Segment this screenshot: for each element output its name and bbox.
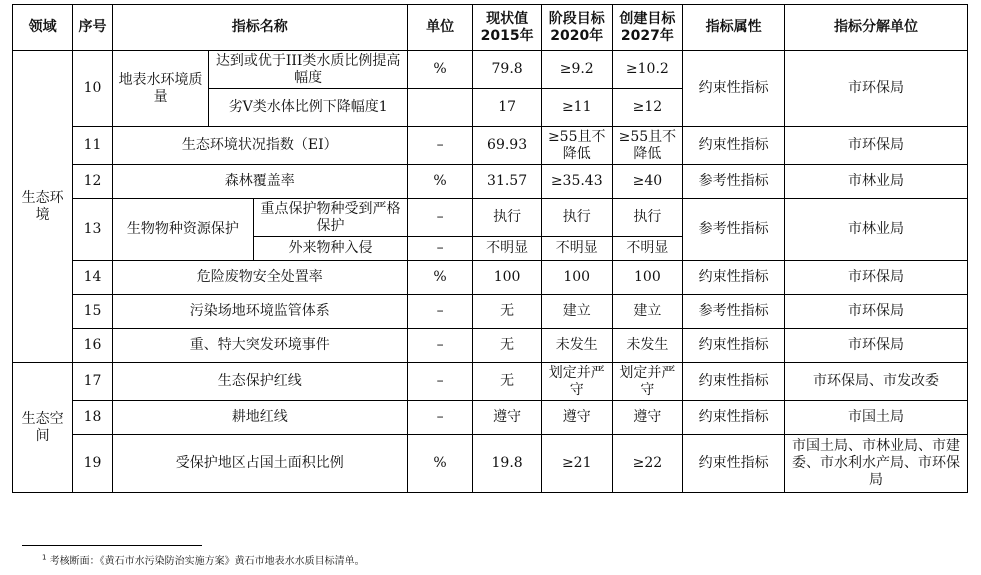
value-2027: 遵守 xyxy=(612,401,683,435)
value-2015: 69.93 xyxy=(473,127,542,165)
department-cell: 市环保局 xyxy=(785,127,968,165)
header-department: 指标分解单位 xyxy=(785,5,968,51)
value-2015: 100 xyxy=(473,261,542,295)
value-2015: 17 xyxy=(473,89,542,127)
seq-cell: 12 xyxy=(73,165,112,199)
domain-eco-env: 生态环境 xyxy=(13,51,73,363)
seq-cell: 14 xyxy=(73,261,112,295)
unit-cell: % xyxy=(407,261,472,295)
indicator-name: 重、特大突发环境事件 xyxy=(112,329,407,363)
value-2015: 无 xyxy=(473,329,542,363)
indicator-sub: 外来物种入侵 xyxy=(254,237,408,261)
value-2027: ≥10.2 xyxy=(612,51,683,89)
table-row xyxy=(13,435,968,493)
value-2027: 划定并严守 xyxy=(612,363,683,401)
footnote-text: 考核断面：《黄石市水污染防治实施方案》黄石市地表水水质目标清单。 xyxy=(49,556,365,567)
department-cell: 市环保局、市发改委 xyxy=(785,363,968,401)
value-2015: 无 xyxy=(473,295,542,329)
table-row xyxy=(13,165,968,199)
value-2015: 无 xyxy=(473,363,542,401)
header-status-2015: 现状值2015年 xyxy=(473,5,542,51)
indicator-name: 生态环境状况指数（EI） xyxy=(112,127,407,165)
header-unit: 单位 xyxy=(407,5,472,51)
value-2020: ≥11 xyxy=(541,89,612,127)
domain-eco-space: 生态空间 xyxy=(13,363,73,493)
attribute-cell: 约束性指标 xyxy=(683,329,785,363)
attribute-cell: 参考性指标 xyxy=(683,295,785,329)
indicator-sub: 重点保护物种受到严格保护 xyxy=(254,199,408,237)
indicator-sub: 劣V类水体比例下降幅度1 xyxy=(209,89,407,127)
indicator-name: 污染场地环境监管体系 xyxy=(112,295,407,329)
seq-cell: 10 xyxy=(73,51,112,127)
department-cell: 市林业局 xyxy=(785,165,968,199)
department-cell: 市环保局 xyxy=(785,51,968,127)
header-domain: 领域 xyxy=(13,5,73,51)
header-row xyxy=(13,5,968,51)
seq-cell: 18 xyxy=(73,401,112,435)
footnote-mark: 1 xyxy=(42,553,47,562)
header-target-2027: 创建目标2027年 xyxy=(612,5,683,51)
value-2027: 建立 xyxy=(612,295,683,329)
value-2020: 不明显 xyxy=(541,237,612,261)
footnote xyxy=(42,552,365,567)
seq-cell: 17 xyxy=(73,363,112,401)
value-2027: 未发生 xyxy=(612,329,683,363)
value-2015: 79.8 xyxy=(473,51,542,89)
value-2020: ≥9.2 xyxy=(541,51,612,89)
value-2015: 19.8 xyxy=(473,435,542,493)
value-2015: 执行 xyxy=(473,199,542,237)
unit-cell: – xyxy=(407,329,472,363)
department-cell: 市环保局 xyxy=(785,295,968,329)
attribute-cell: 约束性指标 xyxy=(683,363,785,401)
unit-cell: – xyxy=(407,401,472,435)
indicator-name: 森林覆盖率 xyxy=(112,165,407,199)
value-2015: 遵守 xyxy=(473,401,542,435)
unit-cell: – xyxy=(407,127,472,165)
value-2027: ≥22 xyxy=(612,435,683,493)
value-2027: ≥12 xyxy=(612,89,683,127)
attribute-cell: 约束性指标 xyxy=(683,435,785,493)
department-cell: 市环保局 xyxy=(785,329,968,363)
indicator-name: 受保护地区占国土面积比例 xyxy=(112,435,407,493)
seq-cell: 11 xyxy=(73,127,112,165)
attribute-cell: 参考性指标 xyxy=(683,165,785,199)
unit-cell: % xyxy=(407,165,472,199)
header-attribute: 指标属性 xyxy=(683,5,785,51)
unit-cell: % xyxy=(407,51,472,89)
table-row xyxy=(13,51,968,89)
indicator-name: 耕地红线 xyxy=(112,401,407,435)
seq-cell: 15 xyxy=(73,295,112,329)
value-2020: 建立 xyxy=(541,295,612,329)
unit-cell: – xyxy=(407,237,472,261)
value-2020: 遵守 xyxy=(541,401,612,435)
attribute-cell: 约束性指标 xyxy=(683,261,785,295)
indicator-name: 危险废物安全处置率 xyxy=(112,261,407,295)
value-2020: 执行 xyxy=(541,199,612,237)
indicator-table xyxy=(12,4,968,493)
value-2020: ≥55且不降低 xyxy=(541,127,612,165)
footnote-divider xyxy=(22,545,202,546)
value-2020: 未发生 xyxy=(541,329,612,363)
unit-cell: – xyxy=(407,363,472,401)
table-row xyxy=(13,329,968,363)
header-indicator: 指标名称 xyxy=(112,5,407,51)
value-2020: ≥21 xyxy=(541,435,612,493)
value-2020: ≥35.43 xyxy=(541,165,612,199)
value-2027: 不明显 xyxy=(612,237,683,261)
indicator-name: 生态保护红线 xyxy=(112,363,407,401)
indicator-group: 生物物种资源保护 xyxy=(112,199,253,261)
department-cell: 市环保局 xyxy=(785,261,968,295)
value-2020: 100 xyxy=(541,261,612,295)
unit-cell xyxy=(407,89,472,127)
value-2027: ≥55且不降低 xyxy=(612,127,683,165)
value-2020: 划定并严守 xyxy=(541,363,612,401)
value-2027: ≥40 xyxy=(612,165,683,199)
value-2027: 100 xyxy=(612,261,683,295)
header-target-2020: 阶段目标2020年 xyxy=(541,5,612,51)
table-row xyxy=(13,401,968,435)
attribute-cell: 参考性指标 xyxy=(683,199,785,261)
unit-cell: % xyxy=(407,435,472,493)
department-cell: 市国土局、市林业局、市建委、市水利水产局、市环保局 xyxy=(785,435,968,493)
department-cell: 市林业局 xyxy=(785,199,968,261)
table-row xyxy=(13,261,968,295)
attribute-cell: 约束性指标 xyxy=(683,127,785,165)
seq-cell: 16 xyxy=(73,329,112,363)
table-row xyxy=(13,127,968,165)
table-row xyxy=(13,295,968,329)
unit-cell: – xyxy=(407,199,472,237)
table-row xyxy=(13,199,968,237)
header-seq: 序号 xyxy=(73,5,112,51)
attribute-cell: 约束性指标 xyxy=(683,401,785,435)
value-2015: 31.57 xyxy=(473,165,542,199)
indicator-sub: 达到或优于III类水质比例提高幅度 xyxy=(209,51,407,89)
department-cell: 市国土局 xyxy=(785,401,968,435)
seq-cell: 13 xyxy=(73,199,112,261)
value-2015: 不明显 xyxy=(473,237,542,261)
value-2027: 执行 xyxy=(612,199,683,237)
attribute-cell: 约束性指标 xyxy=(683,51,785,127)
indicator-group: 地表水环境质量 xyxy=(112,51,209,127)
seq-cell: 19 xyxy=(73,435,112,493)
unit-cell: – xyxy=(407,295,472,329)
table-row xyxy=(13,363,968,401)
